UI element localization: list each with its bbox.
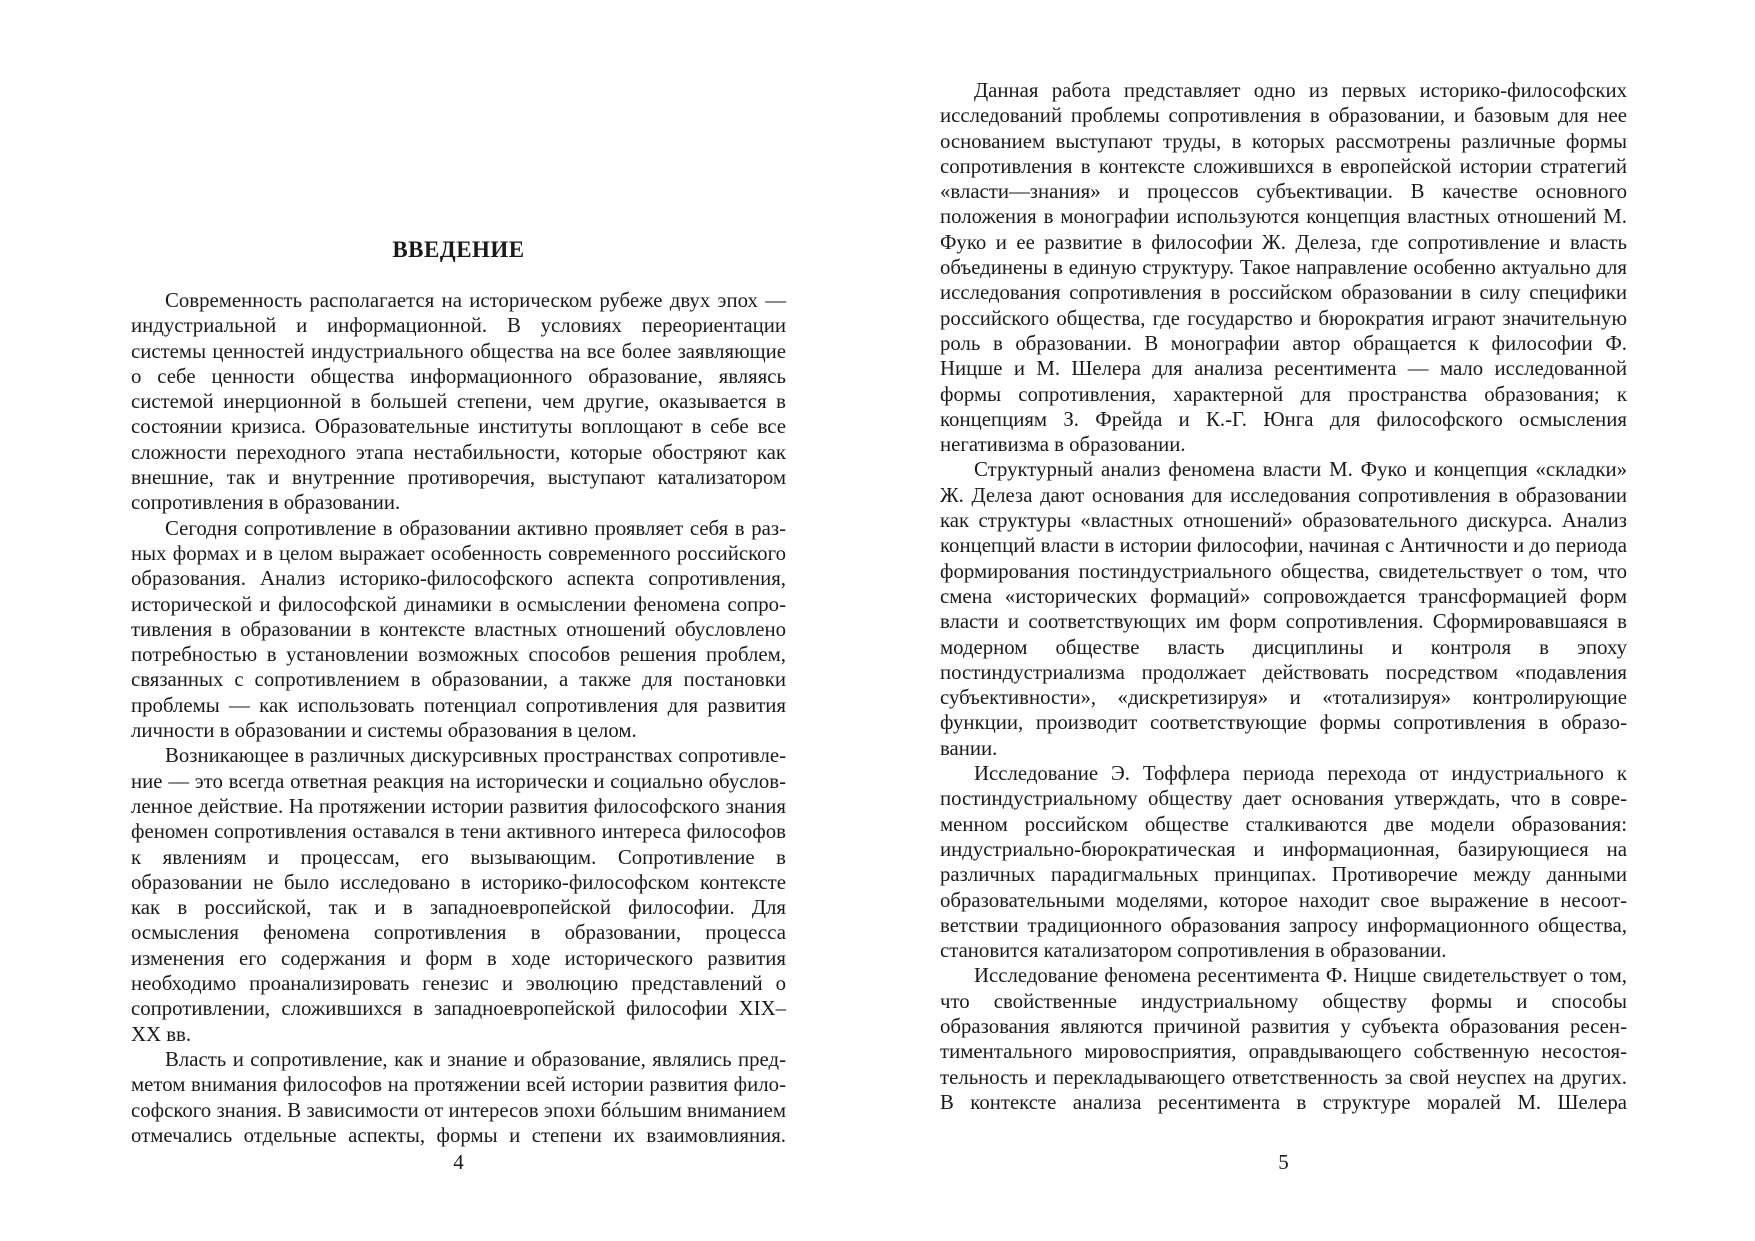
paragraph: Исследование феномена ресентимента Ф. Ницше свидетельствует о том, что свойственные индустриальному обществу формы и способы образования являются причиной развития у субъекта образования ресентиментального мировосприятия, оправдывающего собственную несостоятельность и перекладывающего ответственность за свой неуспех на других. В контексте анализа ресентимента в структуре моралей М. Шелера (940, 964, 1627, 1114)
left-page (131, 0, 786, 1241)
right-page-text (940, 78, 1627, 1115)
page-number: 4 (453, 1150, 464, 1174)
paragraph: Возникающее в различных дискурсивных пространствах сопротивление — это всегда ответная реакция на исторически и социально обусловленное действие. На протяжении истории развития философского знания феномен сопротивления оставался в тени активного интереса философов к явлениям и процессам, его вызывающим. Сопротивление в образовании не было исследовано в историко-философском контексте как в российской, так и в западноевропейской философии. Для осмысления феномена сопротивления в образовании, процесса изменения его содержания и форм в ходе исторического развития необходимо проанализировать генезис и эволюцию представлений о сопротивлении, сложившихся в западноевропейской философии XIX–XX вв. (131, 744, 786, 1046)
paragraph: Современность располагается на историческом рубеже двух эпох — индустриальной и информационной. В условиях переориентации системы ценностей индустриального общества на все более заявляющие о себе ценности общества информационного образование, являясь системой инерционной в большей степени, чем другие, оказывается в состоянии кризиса. Образовательные институты воплощают в себе все сложности переходного этапа нестабильности, которые обостряют как внешние, так и внутренние противоречия, выступают катализатором сопротивления в образовании. (131, 289, 786, 515)
page-number: 5 (1278, 1150, 1289, 1174)
left-page-text (131, 288, 786, 1148)
paragraph: Исследование Э. Тоффлера периода перехода от индустриального к постиндустриальному обществу дает основания утверждать, что в современном российском обществе сталкиваются две модели образования: индустриально-бюрократическая и информационная, базирующиеся на различных парадигмальных принципах. Противоречие между данными образовательными моделями, которое находит свое выражение в несоответствии традиционного образования запросу информационного общества, становится катализатором сопротивления в образовании. (940, 762, 1627, 963)
paragraph: Данная работа представляет одно из первых историко-философских исследований проблемы сопротивления в образовании, и базовым для нее основанием выступают труды, в которых рассмотрены различные формы сопротивления в контексте сложившихся в европейской истории стратегий «власти—знания» и процессов субъективации. В качестве основного положения в монографии используются концепция властных отношений М. Фуко и ее развитие в философии Ж. Делеза, где сопротивление и власть объединены в единую структуру. Такое направление особенно актуально для исследования сопротивления в российском образовании в силу специфики российского общества, где государство и бюрократия играют значительную роль в образовании. В монографии автор обращается к философии Ф. Ницше и М. Шелера для анализа ресентимента — мало исследованной формы сопротивления, характерной для пространства образования; к концепциям З. Фрейда и К.-Г. Юнга для философского осмысления негативизма в образовании. (940, 79, 1627, 457)
paragraph: Власть и сопротивление, как и знание и образование, являлись предметом внимания философов на протяжении всей истории развития философского знания. В зависимости от интересов эпохи бóльшим вниманием отмечались отдельные аспекты, формы и степени их взаимовлияния. (131, 1047, 786, 1147)
chapter-heading: ВВЕДЕНИЕ (392, 237, 525, 262)
right-page (940, 0, 1627, 1241)
paragraph: Структурный анализ феномена власти М. Фуко и концепция «складки» Ж. Делеза дают основания для исследования сопротивления в образовании как структуры «властных отношений» образовательного дискурса. Анализ концепций власти в истории философии, начиная с Античности и до периода формирования постиндустриального общества, свидетельствует о том, что смена «исторических формаций» сопровождается трансформацией форм власти и соответствующих им форм сопротивления. Сформировавшаяся в модерном обществе власть дисциплины и контроля в эпоху постиндустриализма продолжает действовать посредством «подавления субъективности», «дискретизируя» и «тотализируя» контролирующие функции, производит соответствующие формы сопротивления в образовании. (940, 458, 1627, 760)
paragraph: Сегодня сопротивление в образовании активно проявляет себя в разных формах и в целом выражает особенность современного российского образования. Анализ историко-философского аспекта сопротивления, исторической и философской динамики в осмыслении феномена сопротивления в образовании в контексте властных отношений обусловлено потребностью в установлении возможных способов решения проблем, связанных с сопротивлением в образовании, а также для постановки проблемы — как использовать потенциал сопротивления для развития личности в образовании и системы образования в целом. (131, 516, 786, 743)
